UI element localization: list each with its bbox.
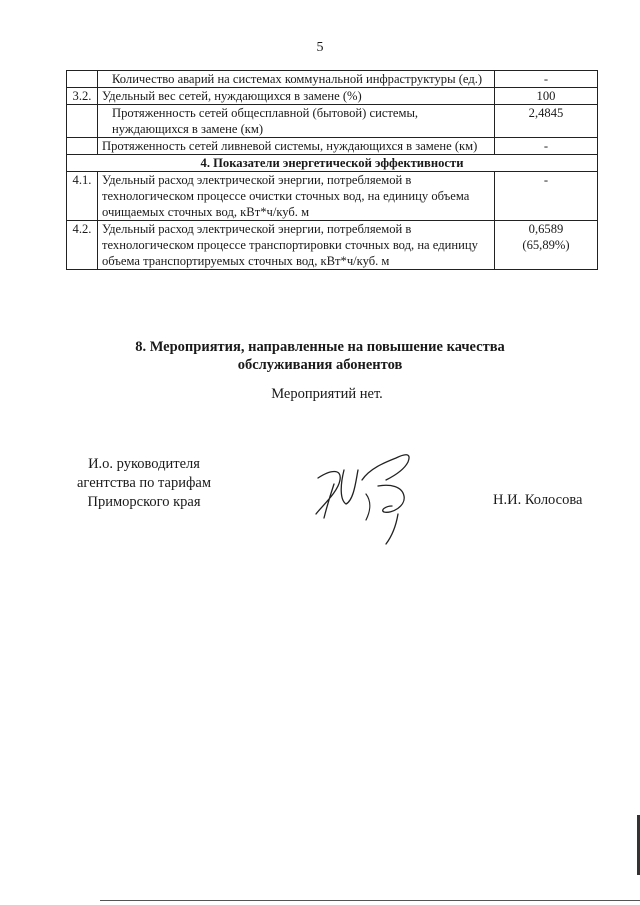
row-text: Количество аварий на системах коммунальной инфраструктуры (ед.) bbox=[98, 71, 495, 88]
row-number: 3.2. bbox=[67, 88, 98, 105]
page-number: 5 bbox=[316, 40, 324, 55]
signer-name: Н.И. Колосова bbox=[493, 492, 583, 508]
row-text: Протяженность сетей ливневой системы, нуждающихся в замене (км) bbox=[98, 138, 495, 155]
row-number: 4.2. bbox=[67, 221, 98, 270]
section-header: 4. Показатели энергетической эффективности bbox=[67, 155, 598, 172]
table-row bbox=[67, 71, 598, 88]
table-row bbox=[67, 172, 598, 221]
row-value: - bbox=[495, 138, 598, 155]
table-row bbox=[67, 221, 598, 270]
table-row bbox=[67, 105, 598, 138]
page-bottom-rule bbox=[100, 900, 640, 901]
row-text: Удельный вес сетей, нуждающихся в замене (%) bbox=[98, 88, 495, 105]
section-title bbox=[0, 338, 640, 374]
position-line: Приморского края bbox=[87, 494, 201, 510]
value-line: 0,6589 bbox=[528, 222, 564, 236]
row-text: Удельный расход электрической энергии, потребляемой в технологическом процессе очистки сточных вод, на единицу объема очищаемых сточных вод, кВт*ч/куб. м bbox=[98, 172, 495, 221]
row-number: 4.1. bbox=[67, 172, 98, 221]
row-value bbox=[495, 221, 598, 270]
section-title-line: 8. Мероприятия, направленные на повышение качества bbox=[135, 339, 505, 355]
section-body: Мероприятий нет. bbox=[271, 386, 383, 402]
row-value: - bbox=[495, 71, 598, 88]
position-line: агентства по тарифам bbox=[77, 475, 211, 491]
row-value: 2,4845 bbox=[495, 105, 598, 138]
row-text: Удельный расход электрической энергии, потребляемой в технологическом процессе транспортировки сточных вод, на единицу объема транспортируемых сточных вод, кВт*ч/куб. м bbox=[98, 221, 495, 270]
table-row bbox=[67, 138, 598, 155]
row-number bbox=[67, 71, 98, 88]
section-title-line: обслуживания абонентов bbox=[237, 357, 403, 373]
section-header-row bbox=[67, 155, 598, 172]
handwritten-signature bbox=[300, 440, 430, 550]
row-text: Протяженность сетей общесплавной (бытовой) системы, нуждающихся в замене (км) bbox=[98, 105, 495, 138]
position-line: И.о. руководителя bbox=[88, 456, 200, 472]
row-number bbox=[67, 105, 98, 138]
table-row bbox=[67, 88, 598, 105]
signer-position bbox=[64, 455, 224, 512]
indicators-table bbox=[66, 70, 598, 270]
row-value: 100 bbox=[495, 88, 598, 105]
value-percent: (65,89%) bbox=[522, 238, 570, 252]
row-number bbox=[67, 138, 98, 155]
row-value: - bbox=[495, 172, 598, 221]
